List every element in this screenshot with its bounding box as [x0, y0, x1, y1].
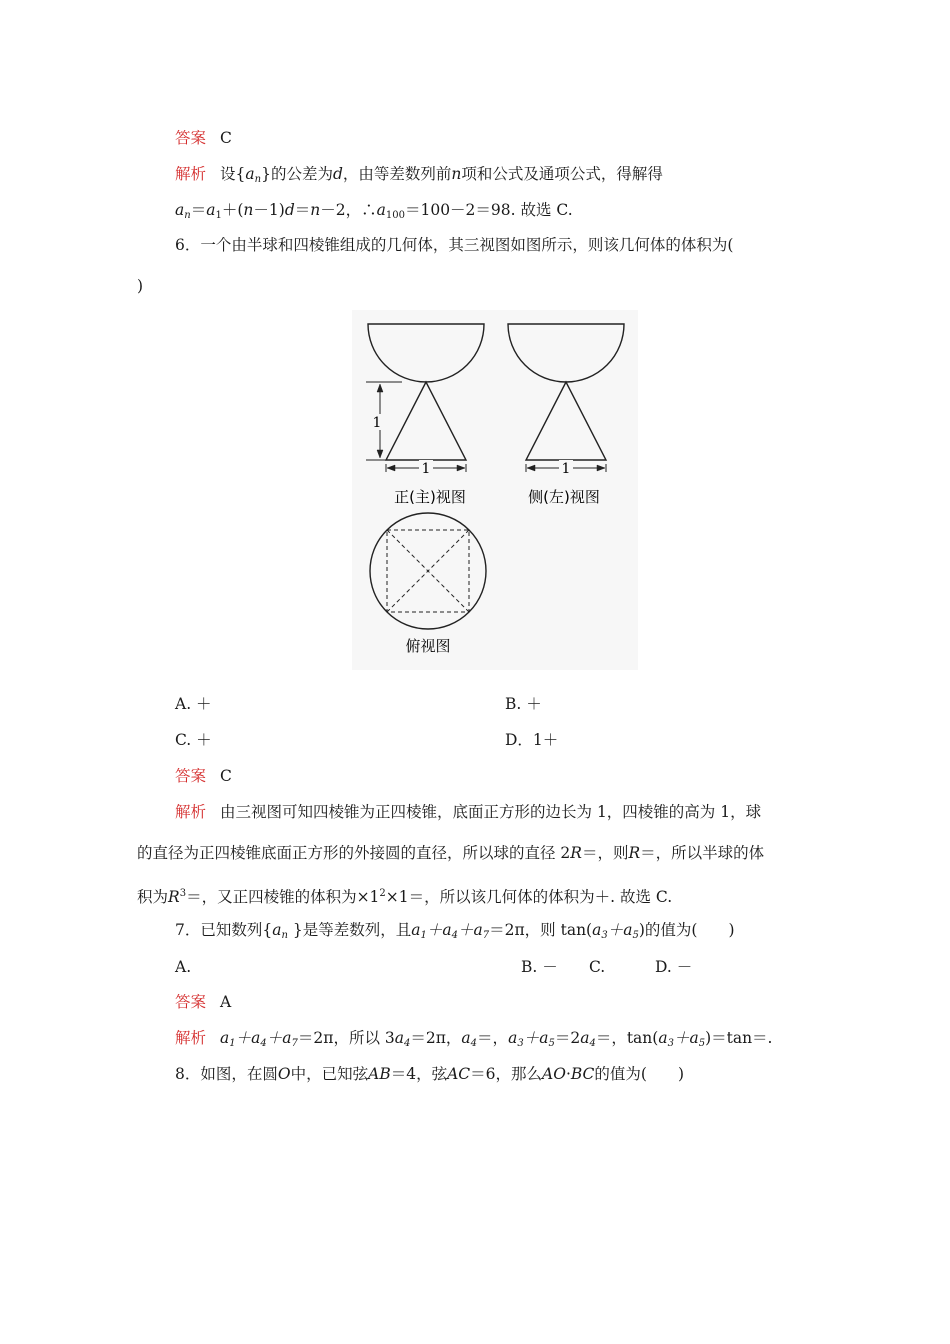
text: ＝ [294, 201, 311, 219]
side-pyramid [526, 382, 606, 460]
math-expr: $a_1+a_4+a_7$ [411, 921, 490, 941]
text: ＋( [221, 201, 244, 219]
side-view [508, 324, 624, 472]
arrow-right-icon [457, 465, 465, 471]
q6-stem [175, 235, 733, 255]
text: 的直径为正四棱锥底面正方形的外接圆的直径，所以球的直径 2 [137, 844, 571, 862]
front-base-label: 1 [421, 461, 431, 477]
math-var: R [168, 888, 180, 906]
math-var: AB [368, 1065, 391, 1083]
text: ) [137, 277, 144, 295]
math-var: a [245, 165, 255, 183]
q5-analysis-line-1 [175, 164, 663, 190]
math-expr: $a_4$ [580, 1029, 596, 1049]
q6-option-d: D．1＋ [505, 731, 559, 749]
text: ＝100－2＝98. 故选 C. [404, 201, 573, 219]
q5-analysis-line-2 [175, 200, 573, 226]
math-sub: 100 [385, 210, 405, 221]
math-var: a [272, 921, 282, 939]
text: ＝2 [554, 1029, 581, 1047]
arrow-right-icon [597, 465, 605, 471]
question-number: 7． [175, 921, 201, 939]
text: }的公差为 [261, 165, 333, 183]
side-base-label: 1 [561, 461, 571, 477]
q7-answer [175, 992, 231, 1012]
q8-stem [175, 1064, 684, 1084]
text: ＝2π， [410, 1029, 462, 1047]
math-sup: 3 [179, 888, 187, 899]
q7-stem [175, 920, 735, 946]
math-sub: n [254, 174, 262, 185]
q7-option-b: B. － [521, 958, 558, 976]
height-label: 1 [372, 415, 382, 431]
math-var: n [451, 165, 462, 183]
text: · [565, 1065, 571, 1083]
question-text: 一个由半球和四棱锥组成的几何体，其三视图如图所示，则该几何体的体积为( [200, 236, 734, 254]
text: )＝tan＝. [705, 1029, 773, 1047]
text: 的值为( ) [594, 1065, 685, 1083]
answer-label: 答案 [175, 767, 207, 785]
text: 积为 [137, 888, 169, 906]
text: )的值为( ) [638, 921, 735, 939]
answer-label: 答案 [175, 129, 207, 147]
q6-analysis-line-2 [137, 843, 764, 863]
q7-option-a: A. [175, 958, 192, 976]
math-expr: $a_4$ [394, 1029, 411, 1049]
arrow-down-icon [377, 450, 383, 458]
text: 如图，在圆 [200, 1065, 278, 1083]
math-var: AC [447, 1065, 471, 1083]
text: ＝，tan( [595, 1029, 659, 1047]
q6-analysis-line-3 [137, 884, 672, 907]
text: ＝， [477, 1029, 509, 1047]
math-var: a [376, 201, 386, 219]
math-expr: $a_3+a_5$ [658, 1029, 706, 1049]
top-view [370, 513, 486, 629]
math-var: R [570, 844, 582, 862]
arrow-up-icon [377, 384, 383, 392]
math-var: d [284, 201, 295, 219]
text: ＝ [190, 201, 207, 219]
math-expr: $a_1+a_4+a_7$ [220, 1029, 298, 1049]
q6-option-a: A. ＋ [175, 695, 212, 713]
answer-value: A [220, 993, 232, 1011]
front-pyramid [386, 382, 466, 460]
answer-value: C [220, 767, 232, 785]
math-expr: $a_3+a_5$ [508, 1029, 555, 1049]
text: ＝，则 [581, 844, 629, 862]
math-var: n [243, 201, 254, 219]
q6-option-b: B. ＋ [505, 695, 542, 713]
math-var: R [628, 844, 641, 862]
question-number: 8． [175, 1065, 201, 1083]
q6-option-c: C. ＋ [175, 731, 212, 749]
text: ＝2π，则 tan( [489, 921, 593, 939]
text: ＝，所以半球的体 [640, 844, 765, 862]
math-var: d [332, 165, 343, 183]
analysis-label: 解析 [175, 165, 207, 183]
math-var: BC [570, 1065, 595, 1083]
q7-option-c: C. [589, 958, 606, 976]
q5-answer [175, 128, 232, 148]
analysis-label: 解析 [175, 803, 207, 821]
q7-option-d: D. － [655, 958, 693, 976]
math-var: AO [542, 1065, 566, 1083]
math-sub: 1 [215, 210, 222, 221]
front-view-caption: 正(主)视图 [394, 488, 466, 506]
q6-answer [175, 766, 232, 786]
analysis-label: 解析 [175, 1029, 207, 1047]
text: 设{ [220, 165, 246, 183]
math-expr: $a_4$ [461, 1029, 478, 1049]
arrow-left-icon [387, 465, 395, 471]
side-hemisphere [508, 324, 624, 382]
answer-value: C [220, 129, 232, 147]
q6-analysis-line-1 [175, 802, 761, 822]
arrow-left-icon [527, 465, 535, 471]
math-sub: n [184, 210, 191, 221]
three-view-figure [352, 310, 638, 670]
text: －2，∴ [320, 201, 377, 219]
text: ，由等差数列前 [342, 165, 452, 183]
text: }是等差数列，且 [287, 921, 412, 939]
math-var: a [206, 201, 216, 219]
front-view [366, 324, 484, 472]
side-view-caption: 侧(左)视图 [528, 488, 600, 506]
math-var: n [310, 201, 321, 219]
question-number: 6． [175, 236, 201, 254]
text: 由三视图可知四棱锥为正四棱锥，底面正方形的边长为 1，四棱锥的高为 1，球 [220, 803, 762, 821]
math-var: O [277, 1065, 291, 1083]
q7-analysis [175, 1028, 773, 1054]
text: ＝6，那么 [470, 1065, 543, 1083]
text: ＝，又正四棱锥的体积为×1 [186, 888, 380, 906]
math-sup: 2 [379, 888, 386, 899]
text: ＝4，弦 [390, 1065, 448, 1083]
text: 中，已知弦 [290, 1065, 369, 1083]
text: ×1＝，所以该几何体的体积为＋. 故选 C. [385, 888, 673, 906]
text: 项和公式及通项公式，得解得 [461, 165, 663, 183]
text: －1) [253, 201, 285, 219]
math-expr: $a_3+a_5$ [592, 921, 639, 941]
math-sub: n [281, 930, 288, 941]
answer-label: 答案 [175, 993, 207, 1011]
top-view-caption: 俯视图 [405, 637, 451, 655]
text: 已知数列{ [200, 921, 273, 939]
front-hemisphere [368, 324, 484, 382]
text: ＝2π，所以 3 [297, 1029, 395, 1047]
q6-stem-close [137, 276, 143, 296]
three-view-drawing [352, 310, 638, 670]
math-var: a [175, 201, 185, 219]
